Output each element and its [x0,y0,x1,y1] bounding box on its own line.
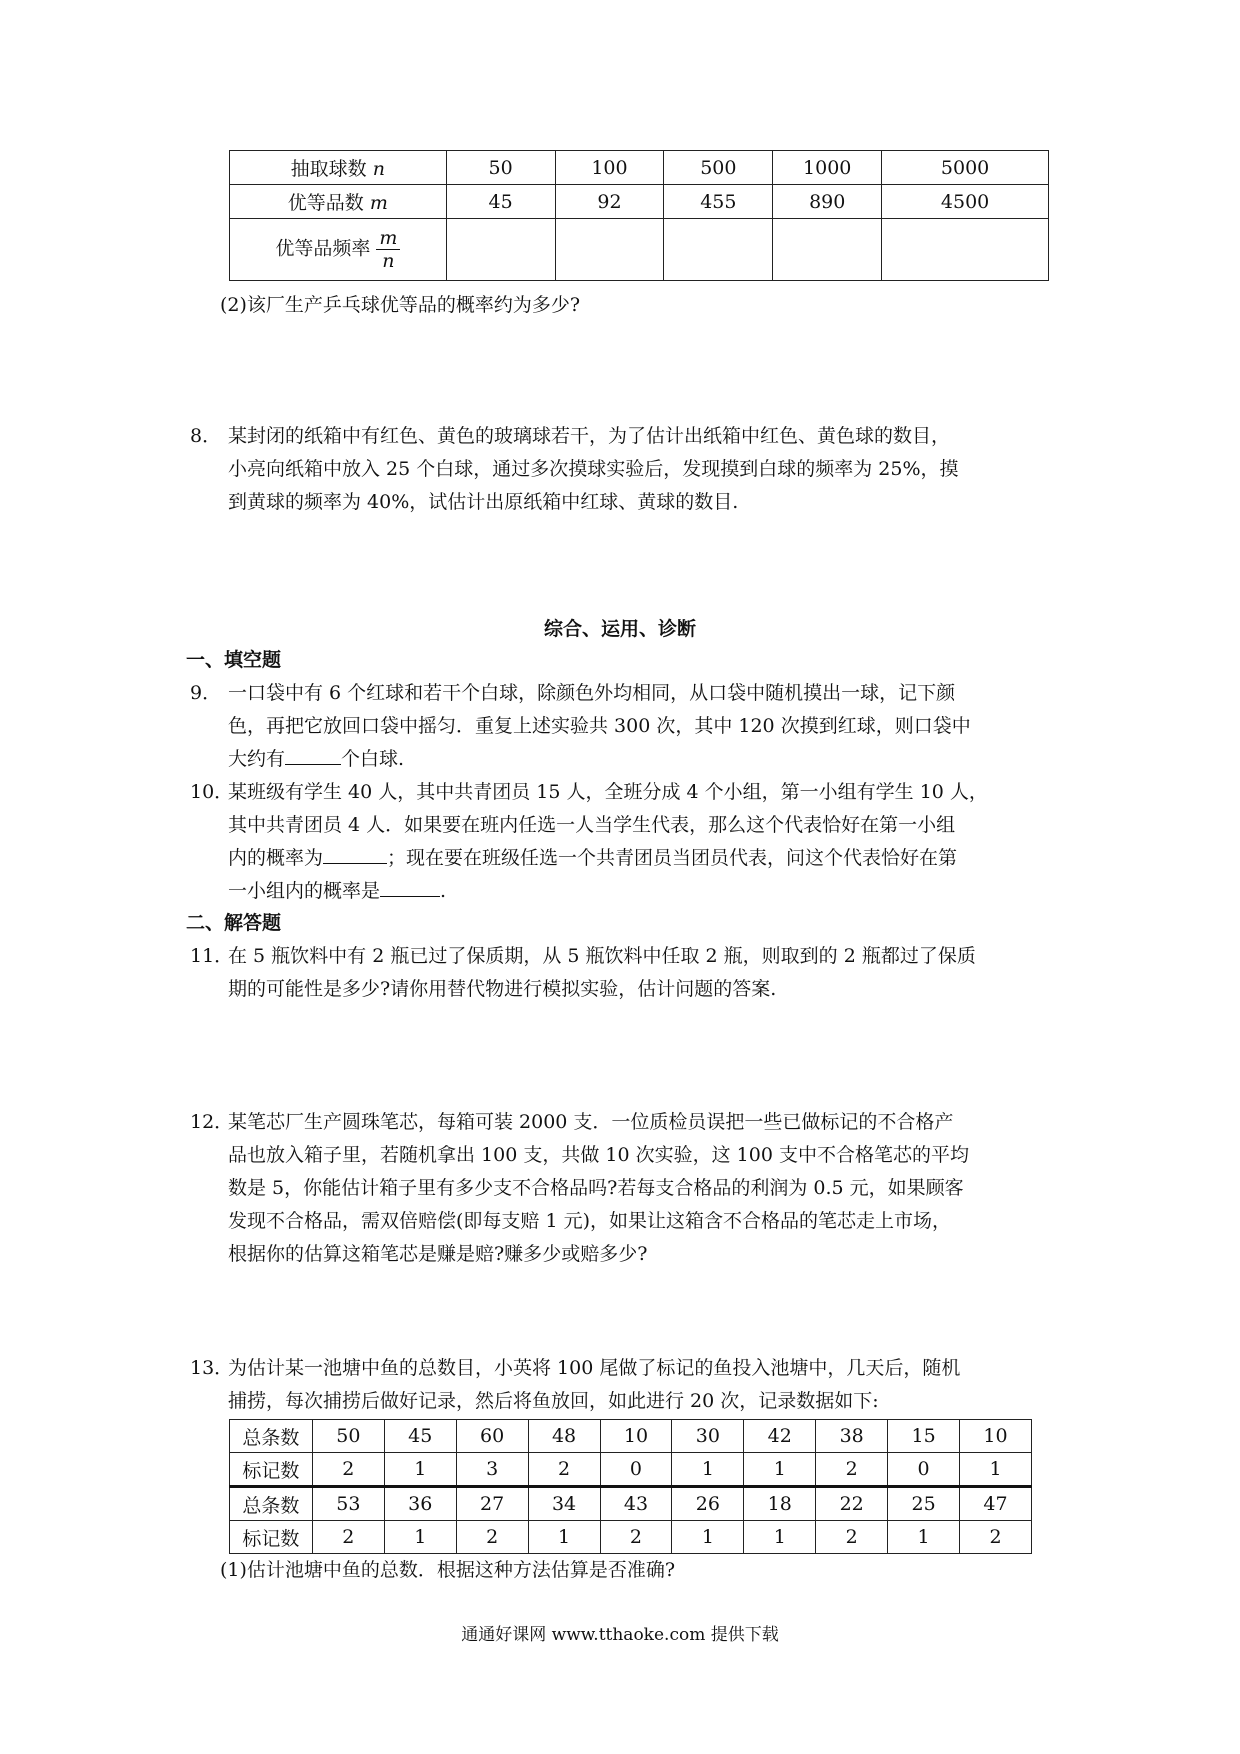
quality-table [229,150,1049,281]
table-cell: 1 [960,1453,1032,1487]
table-cell: 1 [744,1521,816,1554]
section-title: 综合、运用、诊断 [543,618,696,640]
table-cell: 1 [672,1453,744,1487]
table-cell: 53 [312,1487,384,1521]
answer-blank [285,764,341,765]
table-cell: 45 [446,185,555,219]
question-9: 9． 一口袋中有 6 个红球和若干个白球，除颜色外均相同，从口袋中随机摸出一球，记下颜 色，再把它放回口袋中摇匀．重复上述实验共 300 次，其中 120 次摸到红球，则口袋中 大约有 个白球. [190,682,971,770]
table-cell: 1000 [773,151,882,185]
part2-title: 二、解答题 [186,912,282,934]
table-cell: 22 [816,1487,888,1521]
page-footer: 通通好课网 www.tthaoke.com 提供下载 [461,1625,779,1645]
table-row [230,1487,1032,1521]
table-cell: 34 [528,1487,600,1521]
table-row [230,151,1049,185]
table-cell: 2 [312,1453,384,1487]
table-row [230,219,1049,281]
table-cell: 1 [888,1521,960,1554]
table-cell: 50 [312,1420,384,1453]
question-12: 12． 某笔芯厂生产圆珠笔芯，每箱可装 2000 支．一位质检员误把一些已做标记的不合格产 品也放入箱子里，若随机拿出 100 支，共做 10 次实验，这 100 支中不合格笔芯的平均 数是 5，你能估计箱子里有多少支不合格品吗?若每支合格品的利润为 0.5 元，如果顾客 发现不合格品，需双倍赔偿(即每支赔 1 元)，如果让这箱含不合格品的笔芯走上市场， 根据你的估算这箱笔芯是赚是赔?赚多少或赔多少? [190,1111,969,1265]
table-cell: 2 [816,1453,888,1487]
table-row [230,1521,1032,1554]
table-cell: 3 [456,1453,528,1487]
answer-blank [323,863,387,864]
table-cell: 1 [384,1453,456,1487]
row-header: 标记数 [230,1521,313,1554]
table-cell: 1 [528,1521,600,1554]
table-cell: 43 [600,1487,672,1521]
table-cell: 0 [600,1453,672,1487]
row-header: 总条数 [230,1420,313,1453]
empty-cell [555,219,664,281]
table-cell: 2 [816,1521,888,1554]
row-header: 优等品数 m [230,185,447,219]
table-row [230,1420,1032,1453]
table-cell: 92 [555,185,664,219]
table-row [230,1453,1032,1487]
table-cell: 2 [600,1521,672,1554]
table-cell: 45 [384,1420,456,1453]
question-10: 10． 某班级有学生 40 人，其中共青团员 15 人，全班分成 4 个小组，第一小组有学生 10 人， 其中共青团员 4 人．如果要在班内任选一人当学生代表，那么这个代表恰好在第一小组 内的概率为 ；现在要在班级任选一个共青团员当团员代表，问这个代表恰好在第 一小组内的概率是 . [190,781,988,902]
table-cell: 0 [888,1453,960,1487]
table-cell: 10 [960,1420,1032,1453]
fish-table [229,1419,1032,1554]
table-cell: 5000 [882,151,1049,185]
table-cell: 47 [960,1487,1032,1521]
table-cell: 1 [384,1521,456,1554]
table-cell: 25 [888,1487,960,1521]
empty-cell [882,219,1049,281]
table-cell: 30 [672,1420,744,1453]
empty-cell [446,219,555,281]
row-header: 总条数 [230,1487,313,1521]
table-cell: 18 [744,1487,816,1521]
row-header: 标记数 [230,1453,313,1487]
question-13: 13． 为估计某一池塘中鱼的总数目，小英将 100 尾做了标记的鱼投入池塘中，几天后，随机 捕捞，每次捕捞后做好记录，然后将鱼放回，如此进行 20 次，记录数据如下: [190,1357,961,1412]
answer-blank [380,896,440,897]
table-cell: 26 [672,1487,744,1521]
table-row [230,185,1049,219]
table-cell: 38 [816,1420,888,1453]
table-cell: 890 [773,185,882,219]
table-cell: 15 [888,1420,960,1453]
fraction: $\frac{m}{n}$ [376,227,400,272]
table-cell: 100 [555,151,664,185]
table-cell: 500 [664,151,773,185]
table-cell: 1 [672,1521,744,1554]
table-cell: 42 [744,1420,816,1453]
q13-part1: (1)估计池塘中鱼的总数．根据这种方法估算是否准确? [220,1559,676,1581]
q7-part2: (2)该厂生产乒乓球优等品的概率约为多少? [220,294,581,316]
table-cell: 2 [528,1453,600,1487]
table-cell: 50 [446,151,555,185]
row-header: 优等品频率 $\frac{m}{n}$ [230,219,447,281]
table-cell: 2 [456,1521,528,1554]
part1-title: 一、填空题 [186,649,282,671]
table-cell: 2 [312,1521,384,1554]
question-8: 8． 某封闭的纸箱中有红色、黄色的玻璃球若干，为了估计出纸箱中红色、黄色球的数目， 小亮向纸箱中放入 25 个白球，通过多次摸球实验后，发现摸到白球的频率为 25%，摸 到黄球的频率为 40%，试估计出原纸箱中红球、黄球的数目. [190,425,959,513]
table-cell: 1 [744,1453,816,1487]
row-header: 抽取球数 n [230,151,447,185]
empty-cell [773,219,882,281]
table-cell: 10 [600,1420,672,1453]
empty-cell [664,219,773,281]
question-11: 11． 在 5 瓶饮料中有 2 瓶已过了保质期，从 5 瓶饮料中任取 2 瓶，则取到的 2 瓶都过了保质 期的可能性是多少?请你用替代物进行模拟实验，估计问题的答案. [190,945,976,1000]
table-cell: 2 [960,1521,1032,1554]
table-cell: 455 [664,185,773,219]
table-cell: 48 [528,1420,600,1453]
table-cell: 27 [456,1487,528,1521]
table-cell: 4500 [882,185,1049,219]
table-cell: 60 [456,1420,528,1453]
table-cell: 36 [384,1487,456,1521]
